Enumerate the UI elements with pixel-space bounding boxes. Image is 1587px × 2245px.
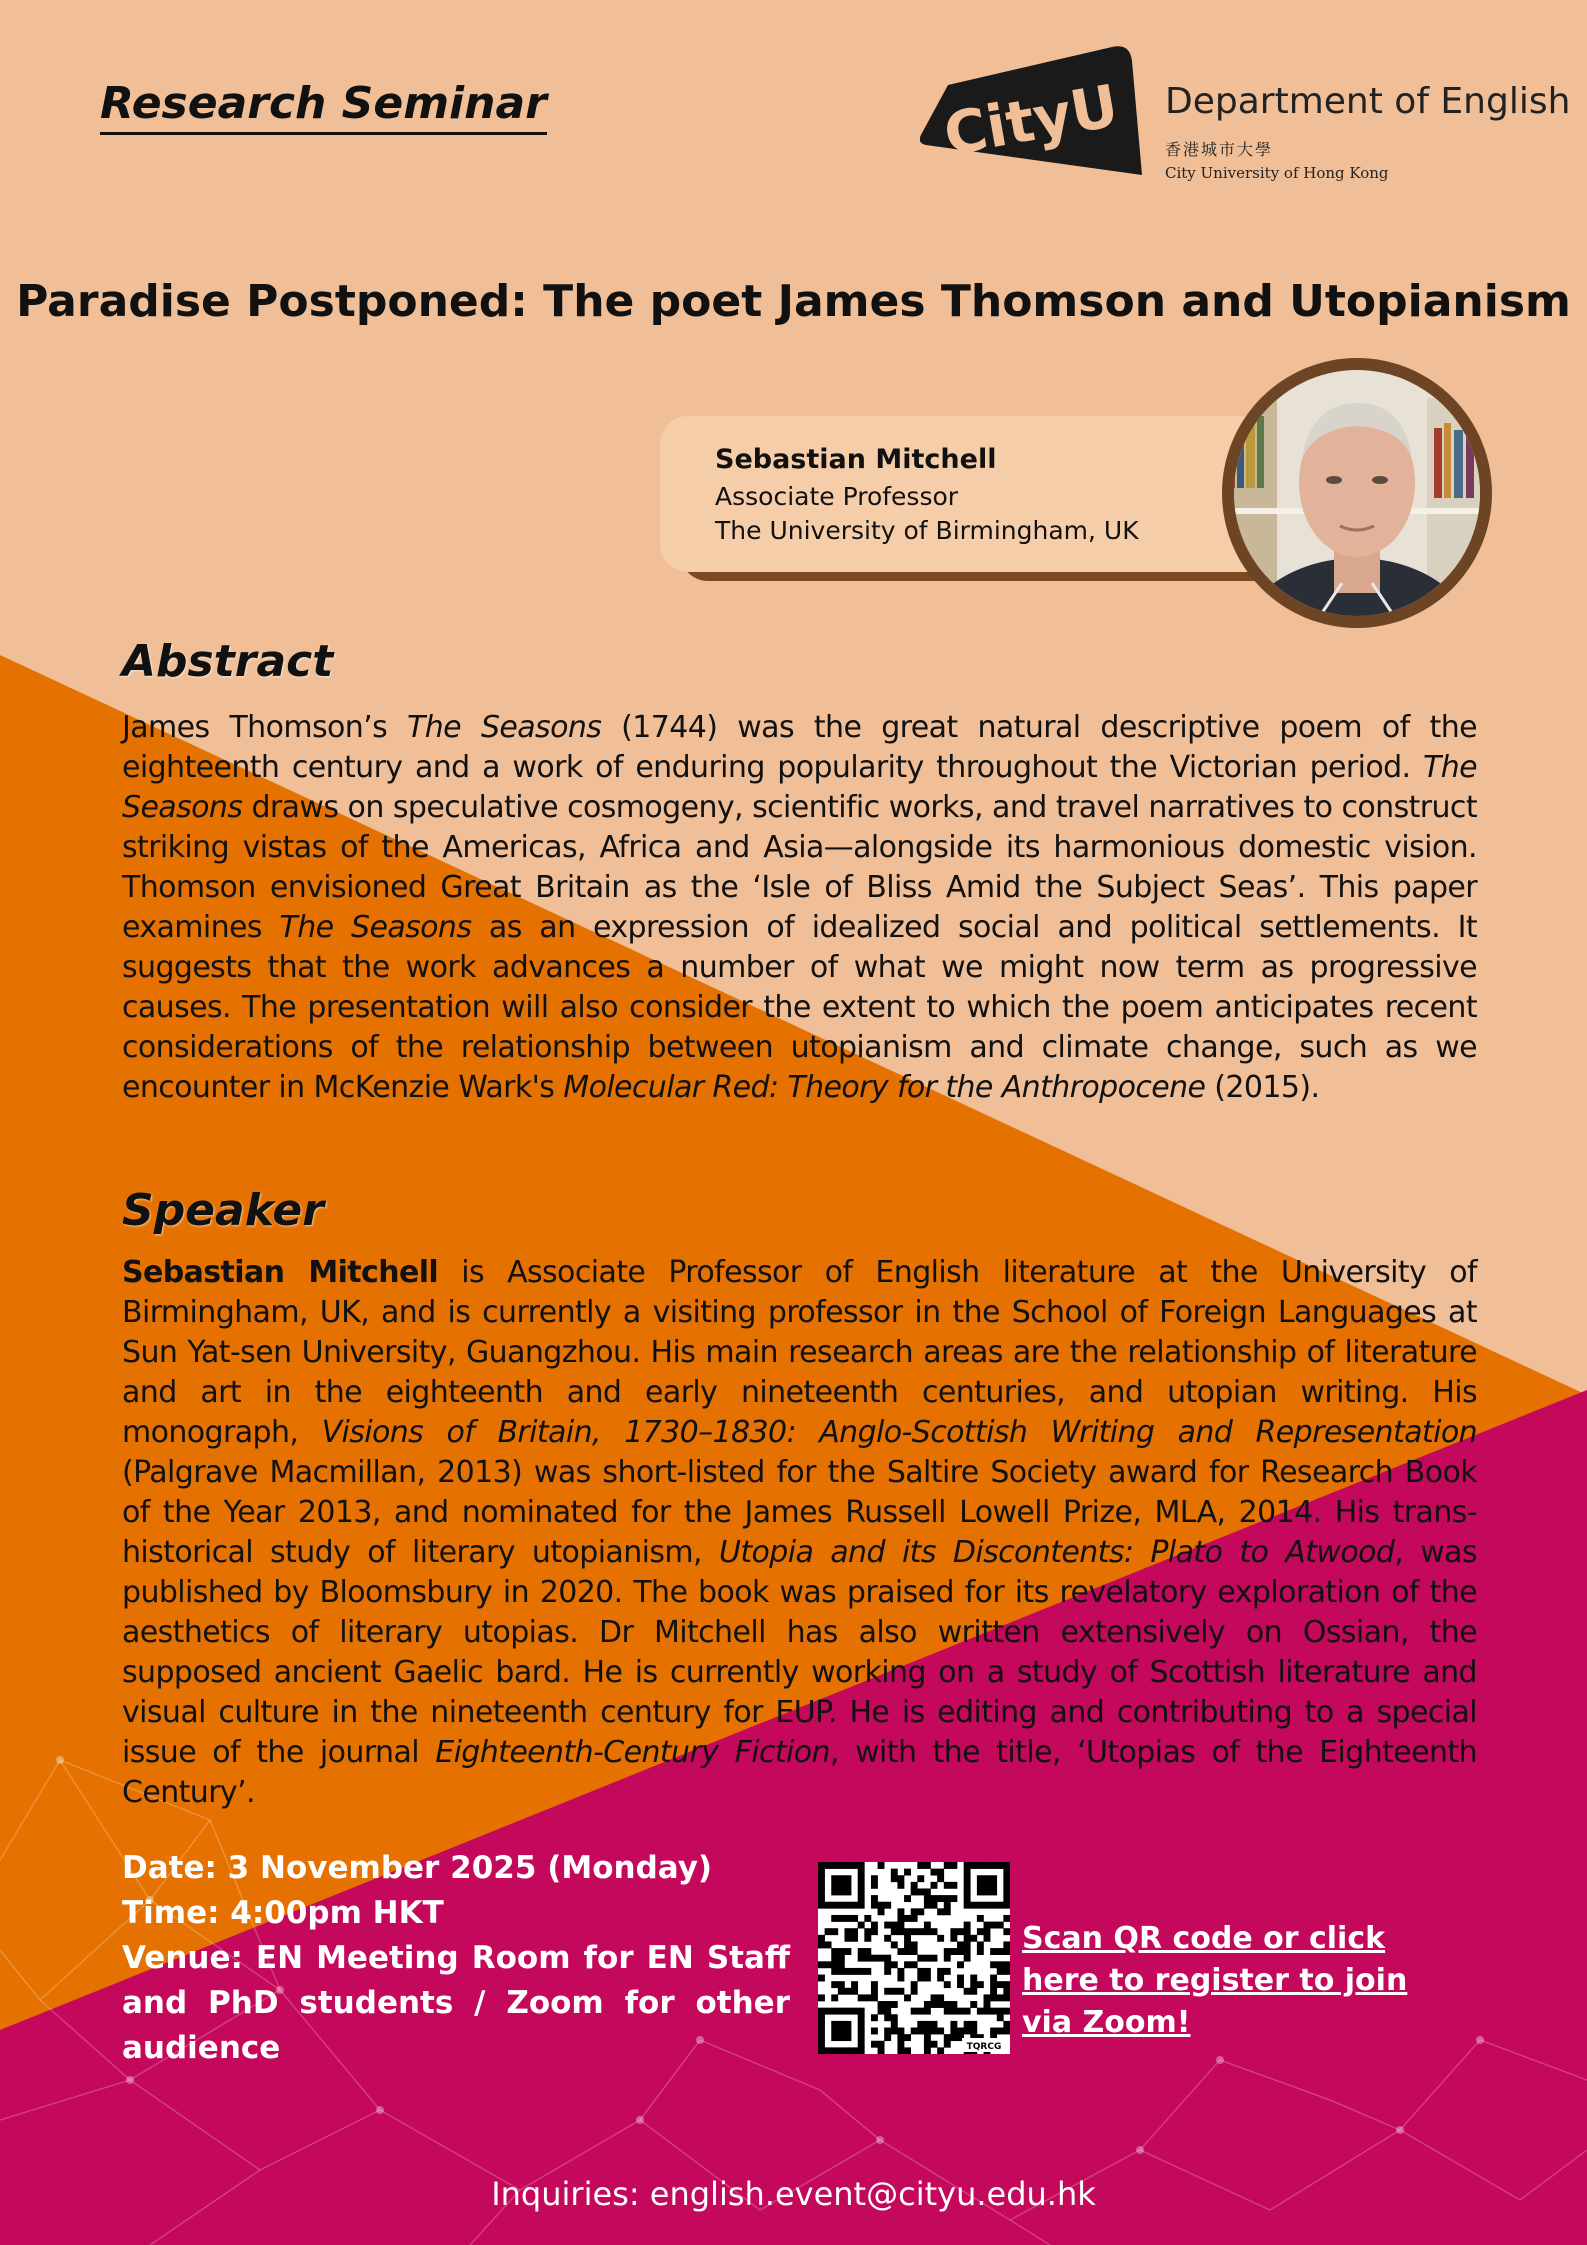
registration-qr-code[interactable]: [818, 1862, 1010, 2054]
speaker-card-name: Sebastian Mitchell: [715, 444, 997, 475]
speaker-bio: [122, 1253, 1477, 1813]
abstract-heading: Abstract: [122, 636, 334, 687]
italic-title: Utopia and its Discontents: Plato to Atwood: [719, 1535, 1395, 1570]
seminar-title: Paradise Postponed: The poet James Thomson and Utopianism: [16, 276, 1571, 327]
inquiries-contact: Inquiries: english.event@cityu.edu.hk: [491, 2175, 1096, 2213]
text-run: , was published by Bloomsbury in 2020. The book was praised for its revelatory exploration of the aesthetics of literary utopias. Dr Mitchell has also written extensively on Ossian, the supposed ancient Gaelic bard. He is currently working on a study of Scottish literature and visual culture in the nineteenth century for EUP. He is editing and contributing to a special issue of the journal: [122, 1535, 1477, 1770]
speaker-heading: Speaker: [122, 1185, 324, 1236]
event-type-label: Research Seminar: [100, 78, 547, 135]
logo-text: CityU: [939, 71, 1124, 169]
italic-title: The Seasons: [407, 710, 602, 745]
text-run: as an expression of idealized social and political settlements. It suggests that the work advances a number of what we might now term as progressive causes. The presentation will also consider the extent to which the poem anticipates recent considerations of the relationship between utopianism and climate change, such as we encounter in McKenzie Wark's: [122, 910, 1477, 1105]
italic-title: The Seasons: [279, 910, 472, 945]
text-run: is Associate Professor of English literature at the University of Birmingham, UK, and is currently a visiting professor in the School of Foreign Languages at Sun Yat-sen University, Guangzhou. His main research areas are the relationship of literature and art in the eighteenth and early nineteenth centuries, and utopian writing. His monograph,: [122, 1255, 1477, 1450]
speaker-portrait: [1222, 358, 1492, 628]
department-name: Department of English: [1165, 81, 1571, 122]
event-venue: Venue: EN Meeting Room for EN Staff and PhD students / Zoom for other audience: [122, 1940, 790, 2066]
text-run: (Palgrave Macmillan, 2013) was short-listed for the Saltire Society award for Research Book of the Year 2013, and nominated for the James Russell Lowell Prize, MLA, 2014. His trans-historical study of literary utopianism,: [122, 1455, 1477, 1570]
italic-title: Molecular Red: Theory for the Anthropocene: [563, 1070, 1206, 1105]
abstract-text: [122, 708, 1477, 1108]
qr-generator-label: TQRCG: [966, 2042, 1002, 2052]
speaker-card-position: Associate Professor: [715, 482, 959, 511]
italic-title: The Seasons: [122, 750, 1477, 825]
cityu-logo: [920, 45, 1150, 180]
text-run: (1744) was the great natural descriptive poem of the eighteenth century and a work of enduring popularity throughout the Victorian period.: [122, 710, 1477, 785]
bold-name: Sebastian Mitchell: [122, 1255, 439, 1290]
event-date: Date: 3 November 2025 (Monday): [122, 1850, 713, 1886]
italic-title: Eighteenth-Century Fiction: [435, 1735, 830, 1770]
italic-title: Visions of Britain, 1730–1830: Anglo-Scottish Writing and Representation: [321, 1415, 1477, 1450]
university-name-chinese: 香港城市大學: [1165, 140, 1274, 159]
event-details: [122, 1846, 790, 2071]
event-time: Time: 4:00pm HKT: [122, 1895, 444, 1931]
text-run: draws on speculative cosmogeny, scientific works, and travel narratives to construct striking vistas of the Americas, Africa and Asia—alongside its harmonious domestic vision. Thomson envisioned Great Britain as the ‘Isle of Bliss Amid the Subject Seas’. This paper examines: [122, 790, 1477, 945]
text-run: (2015).: [1205, 1070, 1320, 1105]
speaker-card-affiliation: The University of Birmingham, UK: [715, 516, 1139, 545]
text-run: , with the title, ‘Utopias of the Eighteenth Century’.: [122, 1735, 1477, 1810]
zoom-registration-link[interactable]: Scan QR code or click here to register to join via Zoom!: [1022, 1921, 1408, 2040]
university-name-english: City University of Hong Kong: [1165, 164, 1389, 182]
text-run: James Thomson’s: [122, 710, 408, 745]
